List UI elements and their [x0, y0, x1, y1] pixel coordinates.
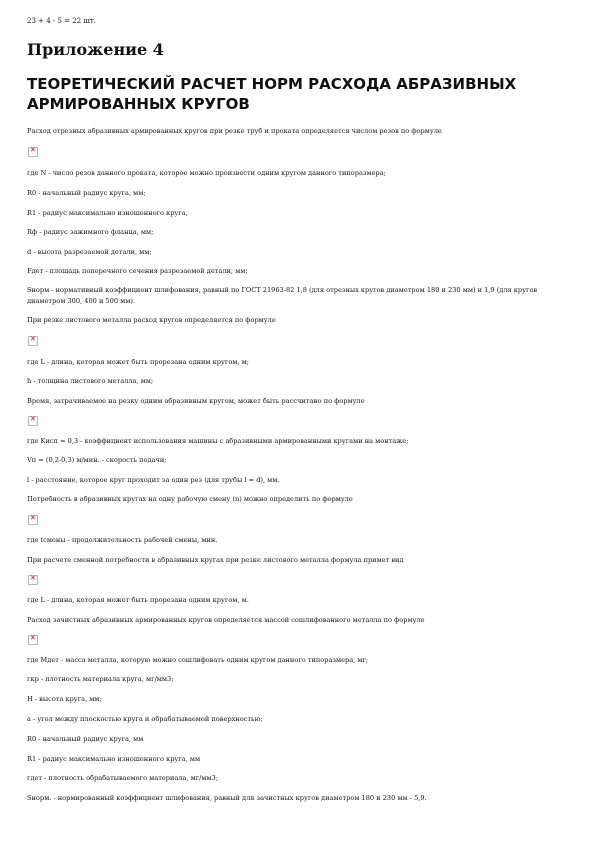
paragraph: R0 - начальный радиус круга, мм; — [27, 189, 146, 197]
paragraph: l - расстояние, которое круг проходит за один рез (для трубы l = d), мм. — [27, 476, 280, 484]
broken-image-icon — [28, 635, 38, 645]
paragraph: Sнорм. - нормированный коэффициент шлифования, равный для зачистных кругов диаметром 180 и 230 мм - 5,9. — [27, 794, 427, 802]
paragraph: R0 - начальный радиус круга, мм — [27, 735, 144, 743]
paragraph: где N - число резов данного проката, которое можно произвести одним кругом данного типоразмера; — [27, 169, 386, 177]
section-heading: ТЕОРЕТИЧЕСКИЙ РАСЧЕТ НОРМ РАСХОДА АБРАЗИВНЫХ АРМИРОВАННЫХ КРУГОВ — [27, 75, 517, 113]
paragraph: где L - длина, которая может быть прорезана одним кругом, м. — [27, 596, 249, 604]
paragraph: где tсмены - продолжительность рабочей смены, мин. — [27, 536, 218, 544]
paragraph: Расход зачистных абразивных армированных кругов определяется массой сошлифованного металла по формуле — [27, 616, 425, 624]
paragraph: R1 - радиус максимально изношенного круга, — [27, 209, 188, 217]
broken-image-icon — [28, 147, 38, 157]
broken-image-icon — [28, 336, 38, 346]
paragraph: Rф - радиус зажимного фланца, мм; — [27, 228, 154, 236]
paragraph: Sнорм - нормативный коэффициент шлифования, равный по ГОСТ 21963-82 1,8 (для отрезных кругов диаметром 180 и 230 мм) и 1,9 (для кругов диаметром 300, 400 и 500 мм). — [27, 286, 538, 305]
paragraph: При расчете сменной потребности в абразивных кругах при резке листового металла формула примет вид — [27, 556, 404, 564]
paragraph: a - угол между плоскостью круга и обрабатываемой поверхностью; — [27, 715, 263, 723]
paragraph: Потребность в абразивных кругах на одну рабочую смену (n) можно определить по формуле — [27, 495, 353, 503]
paragraph: h - толщина листового металла, мм; — [27, 377, 154, 385]
paragraph: гкр - плотность материала круга, мг/мм3; — [27, 675, 174, 683]
paragraph: где L - длина, которая может быть прорезана одним кругом, м; — [27, 358, 249, 366]
appendix-heading: Приложение 4 — [27, 40, 164, 59]
paragraph: H - высота круга, мм; — [27, 695, 102, 703]
paragraph: где Kисп = 0,3 - коэффициент использования машины с абразивными армированными кругами на монтаже; — [27, 437, 409, 445]
paragraph: Fдет - площадь поперечного сечения разрезаемой детали, мм; — [27, 267, 248, 275]
paragraph: R1 - радиус максимально изношенного круга, мм — [27, 755, 201, 763]
paragraph: d - высота разрезаемой детали, мм; — [27, 248, 152, 256]
paragraph: Расход отрезных абразивных армированных кругов при резке труб и проката определяется числом резов по формуле — [27, 127, 442, 135]
broken-image-icon — [28, 575, 38, 585]
paragraph: Время, затрачиваемое на резку одним абразивным кругом, может быть рассчитано по формуле — [27, 397, 365, 405]
paragraph: При резке листового металла расход кругов определяется по формуле — [27, 316, 276, 324]
broken-image-icon — [28, 515, 38, 525]
paragraph: гдет - плотность обрабатываемого материала, мг/мм3; — [27, 774, 219, 782]
calculation-line: 23 + 4 - 5 = 22 шт. — [27, 17, 96, 25]
paragraph: Vп = (0,2-0,3) м/мин. - скорость подачи; — [27, 456, 167, 464]
broken-image-icon — [28, 416, 38, 426]
paragraph: где Mдет - масса металла, которую можно сошлифовать одним кругом данного типоразмера, мг; — [27, 656, 369, 664]
